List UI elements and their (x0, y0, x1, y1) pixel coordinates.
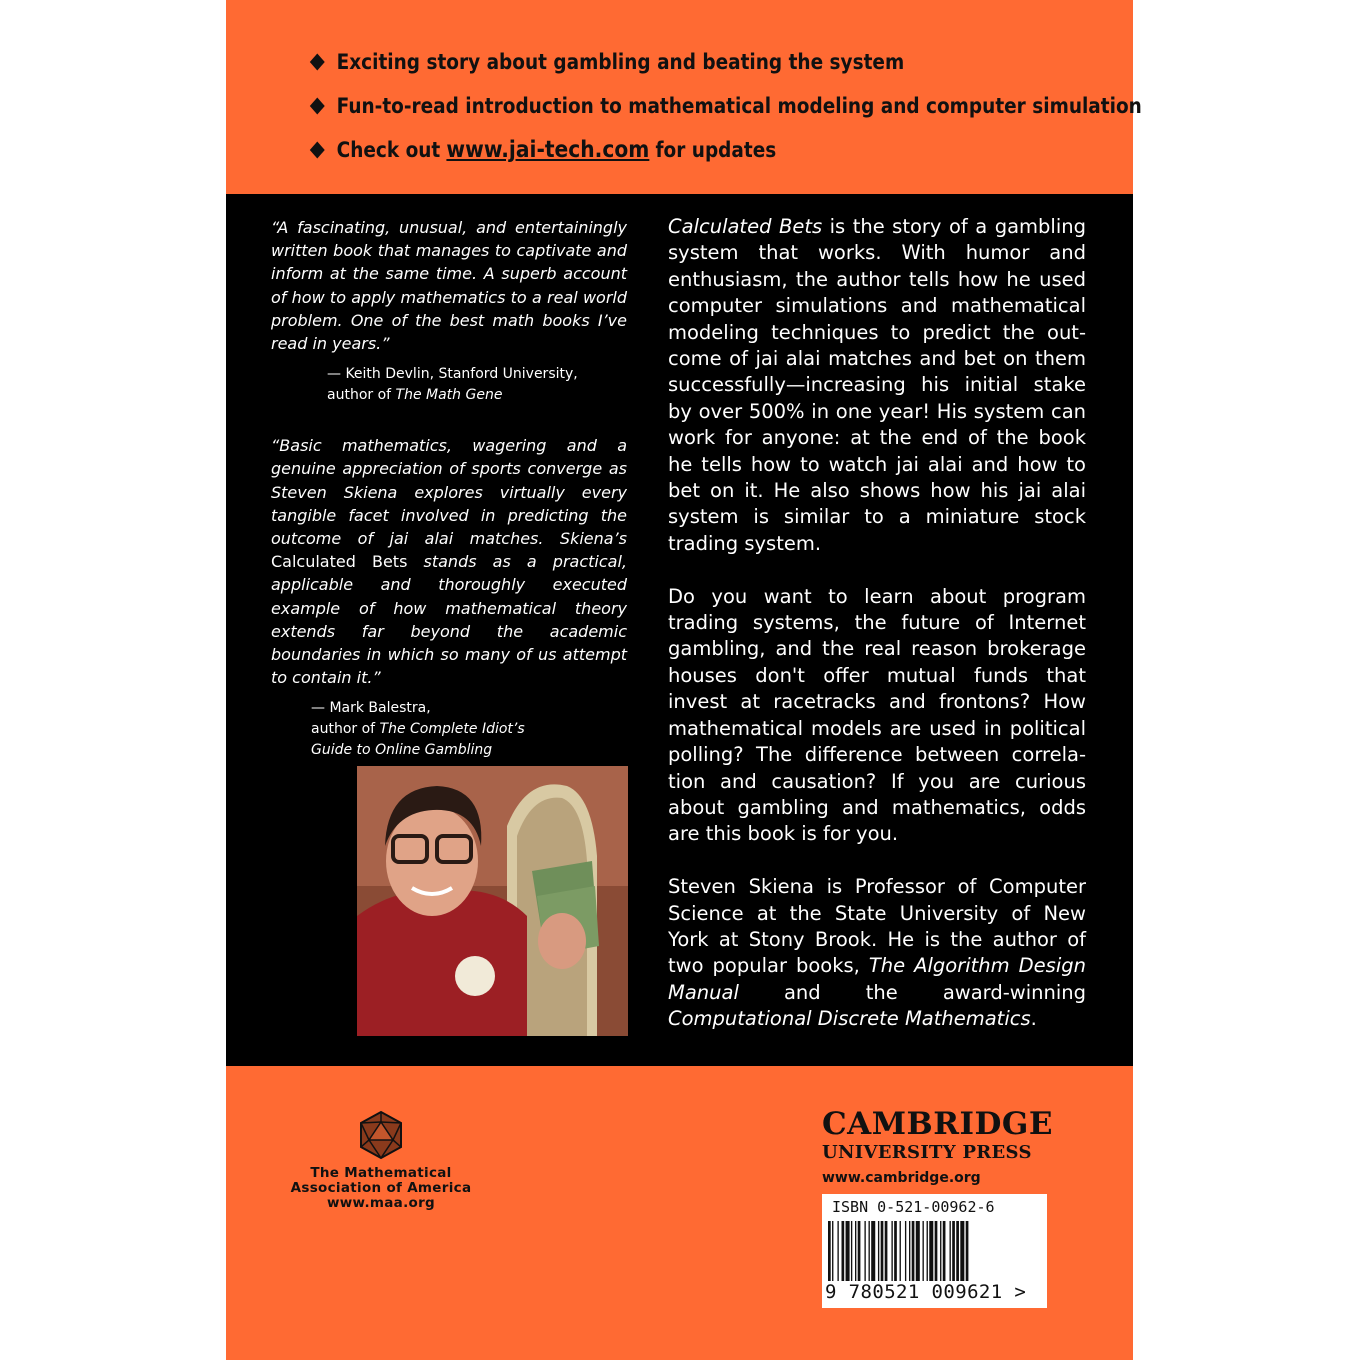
black-content-panel (226, 194, 1133, 1066)
barcode-digits: 9 780521 009621 > (825, 1281, 1027, 1303)
bullet-item (312, 40, 1017, 84)
barcode-bar (846, 1221, 850, 1281)
barcode-bar (927, 1221, 928, 1281)
maa-name-line: The Mathematical (310, 1165, 452, 1181)
author-bio (668, 874, 1086, 1032)
barcode-bar (923, 1221, 924, 1281)
bullet-text-suffix: for updates (655, 138, 777, 162)
barcode-bar (842, 1221, 845, 1281)
barcode-bar (878, 1221, 879, 1281)
barcode-bar (864, 1221, 865, 1281)
publisher-block (822, 1106, 1052, 1188)
paragraph-text: is the story of a gambling system that works. With humor and enthusiasm, the author tells how he used computer simulations and mathematical modeling techniques to predict the outcome of jai alai matches and bet on them successfully—increasing his initial stake by over 500% in one year! His system can work for anyone: at the end of the book he tells how to watch jai alai and how to bet on it. He also shows how his jai alai system is similar to a miniature stock trading system. (668, 215, 1086, 555)
attribution-prefix: author of (311, 721, 380, 738)
barcode-bar (909, 1221, 910, 1281)
devlin-attribution (327, 364, 627, 406)
barcode-bar (871, 1221, 875, 1281)
book-title: Calculated Bets (271, 552, 408, 572)
attribution-line: — Mark Balestra, (311, 700, 431, 717)
balestra-attribution (311, 698, 627, 761)
barcode-bar (828, 1221, 831, 1281)
feature-bullets (312, 40, 1142, 172)
barcode-bar (869, 1221, 870, 1281)
maa-website: www.maa.org (327, 1195, 435, 1211)
maa-logo-block (266, 1110, 496, 1211)
isbn-number: ISBN 0-521-00962-6 (832, 1198, 995, 1216)
balestra-quote (271, 434, 627, 689)
paragraph-text: . (1030, 1007, 1037, 1031)
book-title: The Complete Idiot’s (379, 721, 525, 738)
icosahedron-icon (358, 1110, 404, 1160)
publisher-name: CAMBRIDGE (822, 1106, 1053, 1142)
barcode-bar (966, 1221, 969, 1281)
barcode-bar (943, 1221, 946, 1281)
attribution-prefix: author of (327, 387, 396, 404)
devlin-quote: “A fascinating, unusual, and entertainingly written book that manages to captivate and inform at the same time. A superb account of how to apply mathematics to a real world problem. One of the best math books I’ve read in years.” (271, 218, 627, 354)
description-paragraph (668, 214, 1086, 557)
attribution-line: — Keith Devlin, Stanford University, (327, 366, 578, 383)
book-title: The Algorithm Design Manual (668, 954, 1086, 1004)
attribution-line (311, 719, 627, 740)
barcode-bar (950, 1221, 951, 1281)
book-title: Computational Discrete Mathematics (668, 1007, 1031, 1031)
barcode-bar (935, 1221, 938, 1281)
barcode-bar (858, 1221, 861, 1281)
bullet-text: Fun-to-read introduction to mathematical modeling and computer simulation (336, 94, 1142, 118)
barcode-bar (881, 1221, 884, 1281)
publisher-press: UNIVERSITY PRESS (822, 1142, 1032, 1163)
book-title: Guide to Online Gambling (311, 742, 493, 759)
bullet-text: Exciting story about gambling and beating the system (336, 50, 905, 74)
paragraph-text: Steven Skiena is Professor of Computer Science at the State University of New York at Stony Brook. He is the author of two popular books, (668, 875, 1086, 978)
book-title: Calculated Bets (668, 215, 823, 238)
quote-text: stands as a practical, applicable and thoroughly executed example of how mathematical theory extends far beyond the academic boundaries in which so many of us attempt to contain it.” (271, 552, 627, 688)
author-photo (357, 766, 628, 1036)
jai-tech-link[interactable]: www.jai-tech.com (446, 137, 650, 163)
barcode-bar (912, 1221, 915, 1281)
barcode-bar (885, 1221, 888, 1281)
barcode-bar (916, 1221, 920, 1281)
barcode-bar (832, 1221, 833, 1281)
barcode-icon (824, 1221, 1045, 1281)
barcode-bar (851, 1221, 852, 1281)
description-column (668, 214, 1086, 1033)
diamond-bullet-icon (310, 54, 325, 71)
attribution-line (327, 385, 627, 406)
diamond-bullet-icon (310, 142, 325, 159)
diamond-bullet-icon (310, 98, 325, 115)
bullet-text-prefix: Check out (336, 138, 441, 162)
barcode-bar (855, 1221, 856, 1281)
publisher-website: www.cambridge.org (822, 1170, 981, 1186)
book-back-cover (226, 0, 1142, 1360)
author-photo-image (357, 766, 628, 1036)
barcode-bar (956, 1221, 959, 1281)
book-title: The Math Gene (395, 387, 503, 404)
paragraph-text: and the award-winning (738, 980, 1086, 1004)
barcode-bar (894, 1221, 897, 1281)
barcode-bar (940, 1221, 941, 1281)
reviews-column (271, 216, 627, 761)
maa-name-line: Association of America (290, 1180, 472, 1196)
quote-text: “Basic mathematics, wagering and a genuine appreciation of sports converge as Steven Skiena explores virtually every tangible facet involved in predicting the outcome of jai alai matches. Skiena’s (271, 436, 627, 549)
barcode-bar (891, 1221, 892, 1281)
barcode-bar (929, 1221, 933, 1281)
bullet-item (312, 128, 1017, 172)
bullet-item (312, 84, 1142, 128)
barcode-bar (952, 1221, 955, 1281)
description-paragraph: Do you want to learn about program trading systems, the future of Internet gambling, and the real reason brokerage houses don't offer mutual funds that invest at racetracks and frontons? How mathematical models are used in political polling? The difference between correlation and causation? If you are curious about gambling and mathematics, odds are this book is for you. (668, 584, 1086, 846)
barcode-bar (837, 1221, 838, 1281)
barcode-bar (905, 1221, 906, 1281)
barcode-bar (960, 1221, 964, 1281)
barcode-bar (900, 1221, 901, 1281)
isbn-barcode-box (822, 1194, 1047, 1308)
